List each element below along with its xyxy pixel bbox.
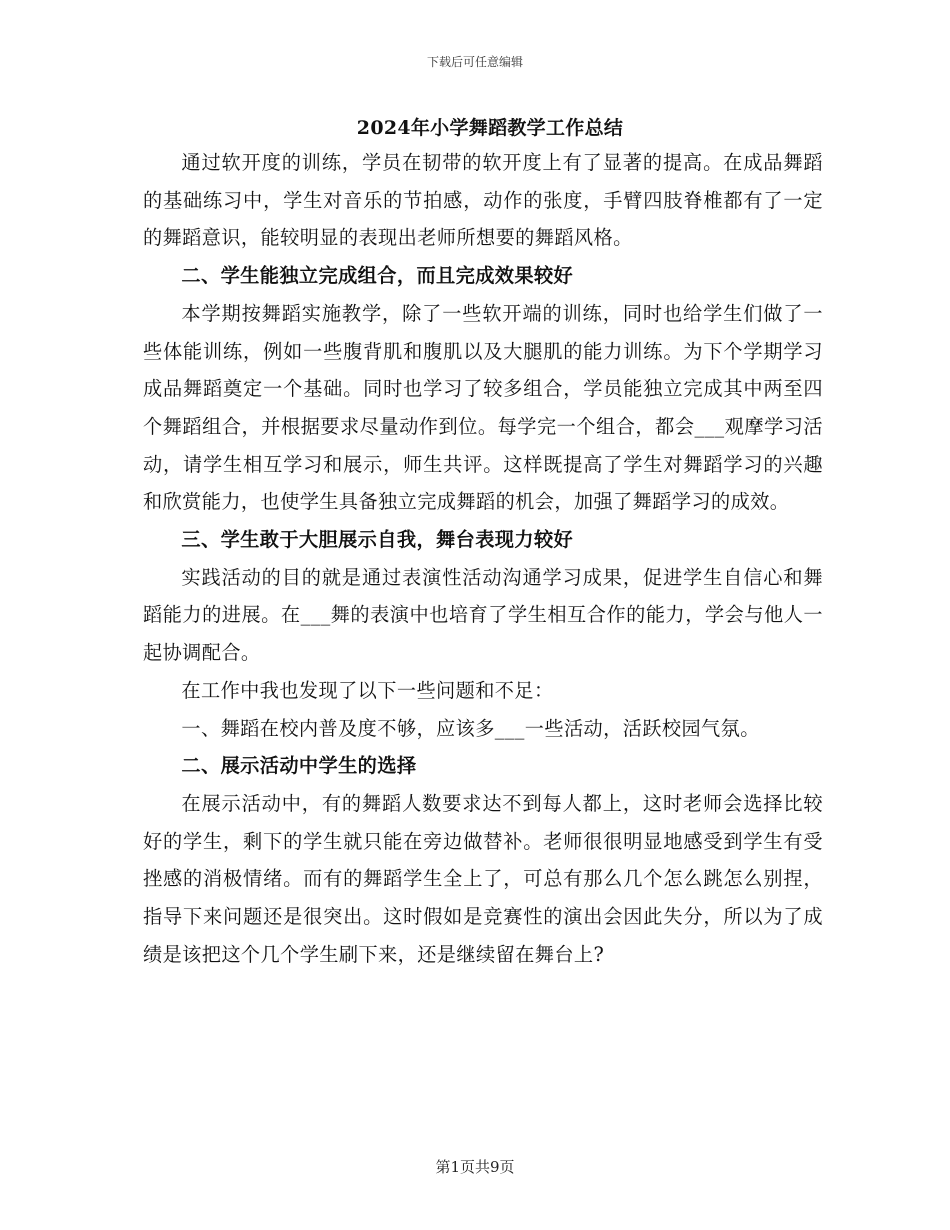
page-number-indicator: 第1页共9页 [435, 1158, 515, 1176]
paragraph-flexibility-training: 通过软开度的训练，学员在韧带的软开度上有了显著的提高。在成品舞蹈的基础练习中，学生对音乐的节拍感，动作的张度，手臂四肢脊椎都有了一定的舞蹈意识，能较明显的表现出老师所想要的舞蹈风格。 [143, 151, 823, 250]
section-heading-student-selection: 二、展示活动中学生的选择 [181, 754, 417, 778]
paragraph-problems-intro: 在工作中我也发现了以下一些问题和不足： [181, 678, 554, 702]
paragraph-student-selection: 在展示活动中，有的舞蹈人数要求达不到每人都上，这时老师会选择比较好的学生，剩下的学生就只能在旁边做替补。老师很很明显地感受到学生有受挫感的消极情绪。而有的舞蹈学生全上了，可总有那么几个怎么跳怎么别捏，指导下来问题还是很突出。这时假如是竞赛性的演出会因此失分，所以为了成绩是该把这个几个学生刷下来，还是继续留在舞台上? [143, 791, 823, 966]
page-header-note: 下载后可任意编辑 [426, 55, 523, 69]
paragraph-semester-teaching: 本学期按舞蹈实施教学，除了一些软开端的训练，同时也给学生们做了一些体能训练，例如一些腹背肌和腹肌以及大腿肌的能力训练。为下个学期学习成品舞蹈奠定一个基础。同时也学习了较多组合，学员能独立完成其中两至四个舞蹈组合，并根据要求尽量动作到位。每学完一个组合，都会___观摩学习活动，请学生相互学习和展示，师生共评。这样既提高了学生对舞蹈学习的兴趣和欣赏能力，也使学生具备独立完成舞蹈的机会，加强了舞蹈学习的成效。 [143, 301, 823, 514]
paragraph-problem-one: 一、舞蹈在校内普及度不够，应该多___一些活动，活跃校园气氛。 [181, 716, 760, 740]
paragraph-practice-activities: 实践活动的目的就是通过表演性活动沟通学习成果，促进学生自信心和舞蹈能力的进展。在___舞的表演中也培育了学生相互合作的能力，学会与他人一起协调配合。 [143, 565, 823, 665]
document-title: 2024年小学舞蹈教学工作总结 [356, 117, 624, 139]
document-body [143, 112, 823, 973]
section-heading-independent-combination: 二、学生能独立完成组合，而且完成效果较好 [181, 264, 574, 288]
section-heading-stage-performance: 三、学生敢于大胆展示自我，舞台表现力较好 [181, 528, 574, 552]
